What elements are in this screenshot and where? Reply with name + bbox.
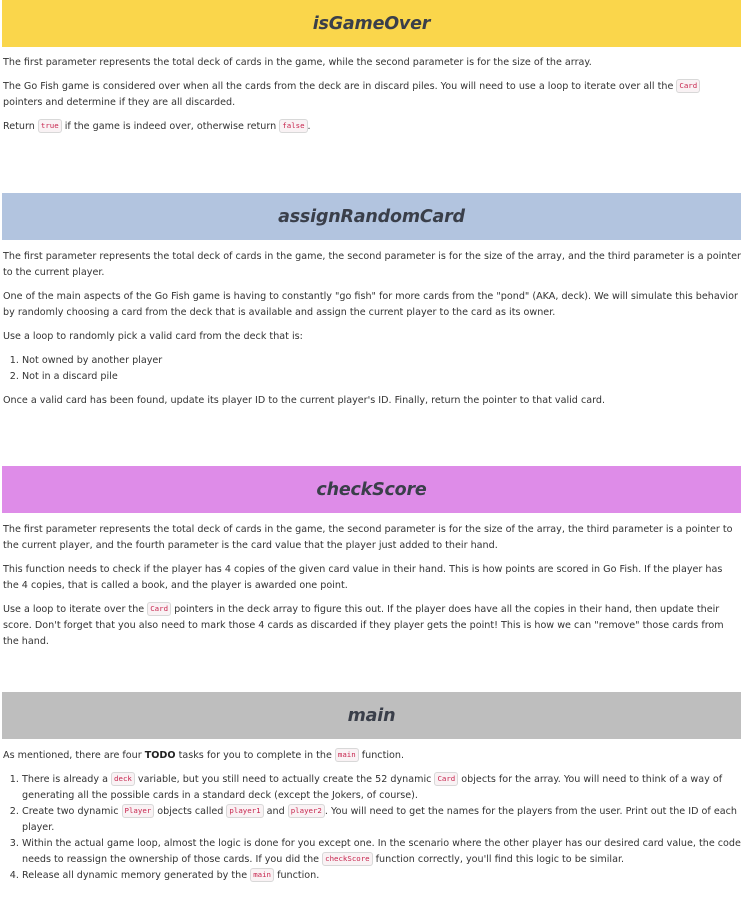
- text: variable, but you still need to actually create the 52 dynamic: [134, 774, 435, 785]
- checkscore-title: checkScore: [316, 479, 427, 500]
- main-title: main: [347, 705, 396, 726]
- todo-label: TODO: [144, 750, 176, 761]
- text: and: [263, 806, 288, 817]
- isgameover-paragraph-1: [3, 55, 741, 71]
- main-header: [2, 692, 741, 739]
- code-true: true: [38, 119, 62, 133]
- text: function correctly, you'll find this logic to be similar.: [372, 854, 625, 865]
- text: As mentioned, there are four: [3, 750, 145, 761]
- code-false: false: [279, 119, 307, 133]
- text: objects called: [154, 806, 227, 817]
- checkscore-paragraph-2: This function needs to check if the player has 4 copies of the given card value in their hand. This is how points are scored in Go Fish. If the player has the 4 copies, that is called a book, and the player is awarded one point.: [3, 564, 723, 591]
- code-main: main: [250, 868, 274, 882]
- text: Create two dynamic: [22, 806, 122, 817]
- text: function.: [274, 870, 320, 881]
- isgameover-title: isGameOver: [312, 13, 431, 34]
- code-player: Player: [122, 804, 155, 818]
- code-deck: deck: [111, 772, 135, 786]
- checkscore-section: [3, 522, 741, 658]
- text: There is already a: [22, 774, 112, 785]
- text: The first parameter represents the total deck of cards in the game, while the second parameter is for the size of the array.: [3, 57, 592, 68]
- isgameover-paragraph-3: [3, 119, 741, 135]
- isgameover-section: [3, 55, 741, 143]
- text: The Go Fish game is considered over when all the cards from the deck are in discard piles. You will need to use a loop to iterate over all the: [3, 81, 677, 92]
- text: Use a loop to iterate over the: [3, 604, 148, 615]
- assignrandomcard-paragraph-4: Once a valid card has been found, update its player ID to the current player's ID. Finally, return the pointer to that valid card.: [3, 395, 606, 406]
- assignrandomcard-paragraph-1: The first parameter represents the total deck of cards in the game, the second parameter is for the size of the array, and the third parameter is a pointer to the current player.: [3, 251, 741, 278]
- assignrandomcard-title: assignRandomCard: [278, 206, 465, 227]
- list-item: [22, 868, 741, 884]
- code-player2: player2: [288, 804, 325, 818]
- list-item: [22, 804, 741, 836]
- code-main: main: [335, 748, 359, 762]
- isgameover-paragraph-2: [3, 79, 741, 111]
- assignrandomcard-section: [3, 249, 741, 417]
- code-card: Card: [434, 772, 458, 786]
- checkscore-paragraph-1: The first parameter represents the total deck of cards in the game, the second parameter is for the size of the array, the third parameter is a pointer to the current player, and the fourth parameter is the card value that the player just added to their hand.: [3, 524, 733, 551]
- text: function.: [358, 750, 405, 761]
- text: pointers in the deck array to figure this out. If the player does have all the copies in their hand, then update their score. Don't forget that you also need to mark those 4 cards as discarded if they player gets the point! This is how we can "remove" those cards from the hand.: [3, 604, 724, 647]
- text: Release all dynamic memory generated by the: [22, 870, 251, 881]
- list-item: [22, 772, 741, 804]
- isgameover-header: [2, 0, 741, 47]
- text: tasks for you to complete in the: [175, 750, 335, 761]
- checkscore-header: [2, 466, 741, 513]
- text: .: [307, 121, 311, 132]
- assignrandomcard-paragraph-3: Use a loop to randomly pick a valid card from the deck that is:: [3, 331, 303, 342]
- main-section: [3, 748, 741, 892]
- main-todo-list: [3, 772, 741, 884]
- checkscore-paragraph-3: [3, 602, 741, 650]
- text: Within the actual game loop, almost the logic is done for you except one. In the scenario where the other player has our desired card value, the code needs to reassign the ownership of those cards. If you did the: [22, 838, 741, 865]
- text: objects for the array. You will need to think of a way of generating all the possible cards in a standard deck (except the Jokers, of course).: [22, 774, 723, 801]
- code-player1: player1: [226, 804, 263, 818]
- assignrandomcard-header: [2, 193, 741, 240]
- main-intro: [3, 748, 741, 764]
- list-item: [22, 836, 741, 868]
- text: . You will need to get the names for the players from the user. Print out the ID of each player.: [22, 806, 737, 833]
- text: if the game is indeed over, otherwise return: [61, 121, 280, 132]
- text: pointers and determine if they are all discarded.: [3, 97, 236, 108]
- code-card: Card: [147, 602, 171, 616]
- code-checkscore: checkScore: [322, 852, 373, 866]
- assignrandomcard-paragraph-2: One of the main aspects of the Go Fish game is having to constantly "go fish" for more cards from the "pond" (AKA, deck). We will simulate this behavior by randomly choosing a card from the deck that is available and assign the current player to the card as its owner.: [3, 291, 738, 318]
- list-item: 2. Not in a discard pile: [22, 369, 741, 385]
- list-item: 1. Not owned by another player: [22, 353, 741, 369]
- assignrandomcard-list: [3, 353, 741, 385]
- code-card: Card: [676, 79, 700, 93]
- text: Return: [3, 121, 38, 132]
